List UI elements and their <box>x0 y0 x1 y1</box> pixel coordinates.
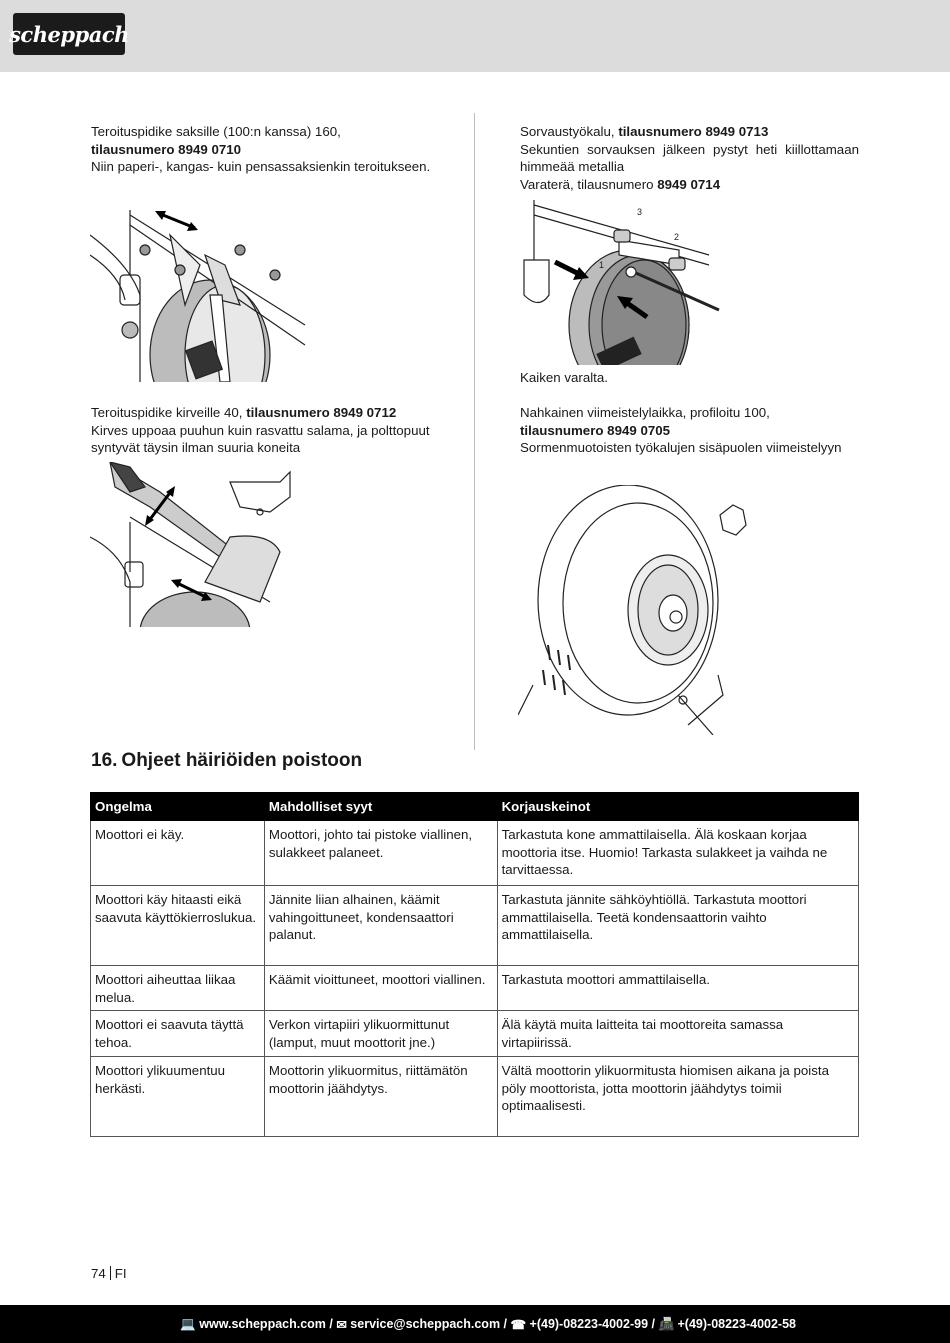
footer-fax: +(49)-08223-4002-58 <box>677 1317 796 1331</box>
scheppach-logo: scheppach <box>13 13 125 55</box>
remedy-cell: Tarkastuta moottori ammattilaisella. <box>497 966 858 1011</box>
leather-wheel-desc: Sormenmuotoisten työkalujen sisäpuolen viimeistelyyn <box>520 440 842 455</box>
mail-icon: ✉ <box>336 1317 351 1332</box>
leather-wheel-order: tilausnumero 8949 0705 <box>520 422 671 438</box>
table-row <box>91 821 859 886</box>
table-row <box>91 966 859 1011</box>
section-heading <box>91 750 362 772</box>
table-row <box>91 1057 859 1137</box>
phone-icon: ☎ <box>510 1317 530 1332</box>
table-row <box>91 1011 859 1057</box>
turning-tool-order: tilausnumero 8949 0713 <box>618 124 769 139</box>
computer-icon: 💻 <box>180 1316 200 1331</box>
axe-holder-order: tilausnumero 8949 0712 <box>246 405 397 420</box>
scissors-holder-illustration <box>90 205 315 382</box>
spare-blade-number: 8949 0714 <box>657 176 721 192</box>
cause-cell: Käämit vioittuneet, moottori viallinen. <box>264 966 497 1011</box>
axe-holder-desc: Kirves uppoaa puuhun kuin rasvattu salama, ja polttopuut syntyvät täysin ilman suuria koneita <box>91 422 430 455</box>
fax-icon: 📠 <box>658 1316 678 1331</box>
footer-sep-2: / <box>500 1317 511 1331</box>
leather-wheel-illustration <box>518 485 753 735</box>
header-causes: Mahdolliset syyt <box>264 793 497 821</box>
footer-bar <box>0 1305 950 1343</box>
table-row <box>91 886 859 966</box>
scissors-holder-title: Teroituspidike saksille (100:n kanssa) 160, <box>91 124 341 139</box>
problem-cell: Moottori aiheuttaa liikaa melua. <box>91 966 265 1011</box>
page-number <box>91 1266 127 1281</box>
axe-holder-illustration <box>90 462 300 627</box>
problem-cell: Moottori käy hitaasti eikä saavuta käyttökierroslukua. <box>91 886 265 966</box>
remedy-cell: Älä käytä muita laitteita tai moottoreita samassa virtapiirissä. <box>497 1011 858 1057</box>
footer-sep-3: / <box>648 1317 659 1331</box>
leather-wheel-title: Nahkainen viimeistelylaikka, profiloitu 100, <box>520 405 770 420</box>
column-divider <box>474 113 475 750</box>
scissors-holder-text <box>91 123 436 176</box>
header-remedies: Korjauskeinot <box>497 793 858 821</box>
problem-cell: Moottori ei saavuta täyttä tehoa. <box>91 1011 265 1057</box>
troubleshooting-table <box>90 792 859 1137</box>
cause-cell: Verkon virtapiiri ylikuormittunut (lamput, muut moottorit jne.) <box>264 1011 497 1057</box>
header-problem: Ongelma <box>91 793 265 821</box>
callout-1: 1 <box>599 260 605 270</box>
page-language: FI <box>114 1266 127 1281</box>
cause-cell: Moottori, johto tai pistoke viallinen, sulakkeet palaneet. <box>264 821 497 886</box>
remedy-cell: Tarkastuta kone ammattilaisella. Älä koskaan korjaa moottoria itse. Huomio! Tarkasta sulakkeet ja vaihda ne tarvittaessa. <box>497 821 858 886</box>
table-header-row <box>91 793 859 821</box>
footer-phone: +(49)-08223-4002-99 <box>529 1317 649 1331</box>
caption-text: Kaiken varalta. <box>520 370 608 385</box>
turning-tool-desc: Sekuntien sorvauksen jälkeen pystyt heti kiillottamaan himmeää metallia <box>520 141 859 174</box>
remedy-cell: Vältä moottorin ylikuormitusta hiomisen aikana ja poista pöly moottorista, jotta moottorin jäähdytys toimii optimaalisesti. <box>497 1057 858 1137</box>
axe-holder-title: Teroituspidike kirveille 40, <box>91 405 247 420</box>
problem-cell: Moottori ei käy. <box>91 821 265 886</box>
leather-wheel-text <box>520 404 859 457</box>
scissors-holder-desc: Niin paperi-, kangas- kuin pensassaksienkin teroitukseen. <box>91 159 431 174</box>
remedy-cell: Tarkastuta jännite sähköyhtiöllä. Tarkastuta moottori ammattilaisella. Teetä kondensaattorin vaihto ammattilaisella. <box>497 886 858 966</box>
footer-sep-1: / <box>325 1317 337 1331</box>
turning-tool-caption <box>520 369 859 387</box>
scissors-holder-order: tilausnumero 8949 0710 <box>91 141 242 157</box>
turning-tool-text <box>520 123 859 193</box>
turning-tool-illustration <box>519 200 724 365</box>
turning-tool-title: Sorvaustyökalu, <box>520 124 619 139</box>
spare-blade-text: Varaterä, tilausnumero <box>520 176 658 192</box>
callout-2: 2 <box>674 232 680 242</box>
footer-mail[interactable]: service@scheppach.com <box>350 1317 501 1331</box>
page-number-value: 74 <box>91 1266 106 1281</box>
section-number: 16. <box>91 750 118 771</box>
problem-cell: Moottori ylikuumentuu herkästi. <box>91 1057 265 1137</box>
callout-3: 3 <box>637 207 643 217</box>
header-bar <box>0 0 950 72</box>
page-number-divider <box>110 1266 111 1280</box>
axe-holder-text <box>91 404 436 457</box>
cause-cell: Jännite liian alhainen, käämit vahingoittuneet, kondensaattori palanut. <box>264 886 497 966</box>
cause-cell: Moottorin ylikuormitus, riittämätön moottorin jäähdytys. <box>264 1057 497 1137</box>
section-title: Ohjeet häiriöiden poistoon <box>121 750 363 771</box>
footer-web[interactable]: www.scheppach.com <box>199 1317 326 1331</box>
